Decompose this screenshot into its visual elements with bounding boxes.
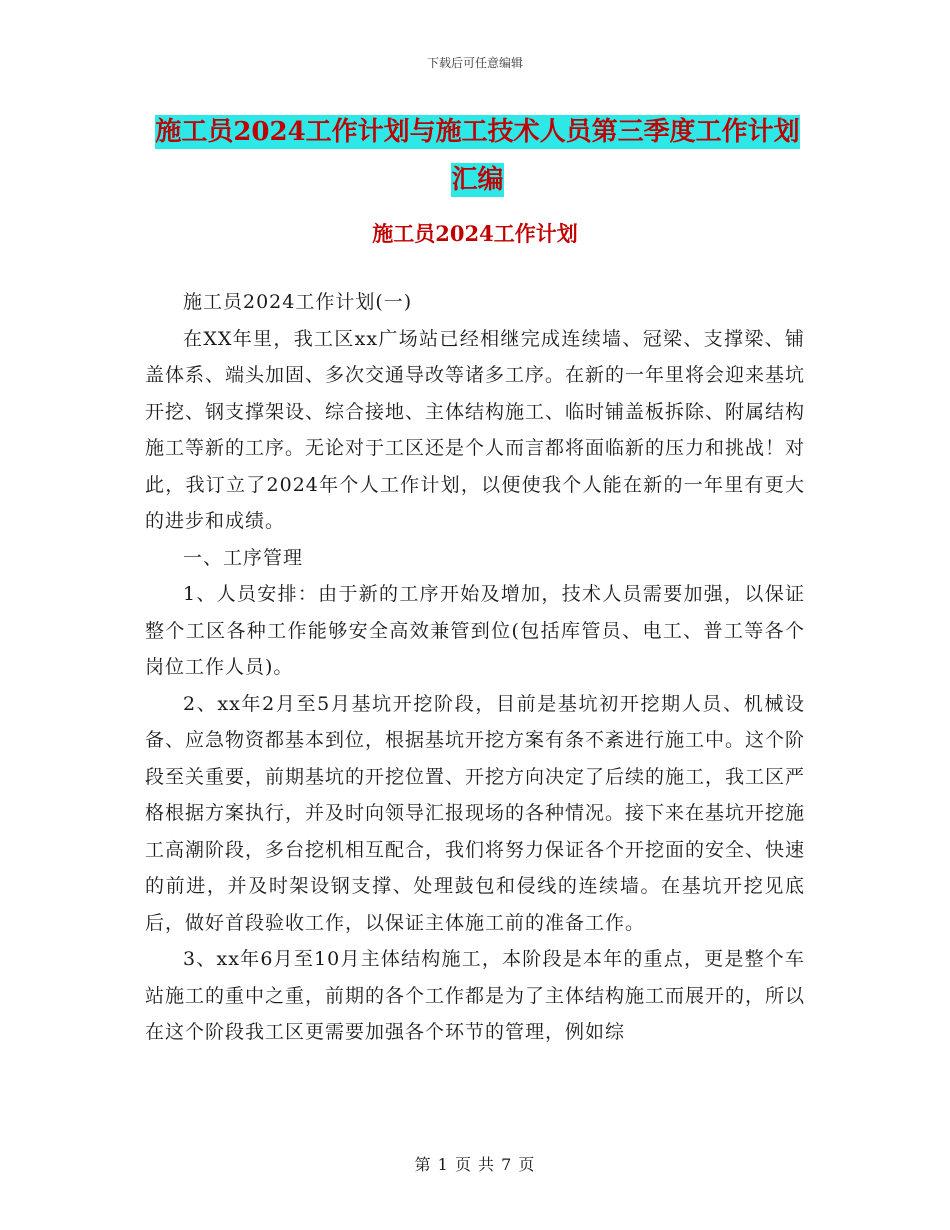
paragraph: 2、xx年2月至5月基坑开挖阶段，目前是基坑初开挖期人员、机械设备、应急物资都基本到位，根据基坑开挖方案有条不紊进行施工中。这个阶段至关重要，前期基坑的开挖位置、开挖方向决定了后续的施工，我工区严格根据方案执行，并及时向领导汇报现场的各种情况。接下来在基坑开挖施工高潮阶段，多台挖机相互配合，我们将努力保证各个开挖面的安全、快速的前进，并及时架设钢支撑、处理鼓包和侵线的连续墙。在基坑开挖见底后，做好首段验收工作，以保证主体施工前的准备工作。 [145,692,806,934]
document-title-text: 施工员2024工作计划与施工技术人员第三季度工作计划汇编 [155,117,800,195]
document-title [145,108,810,204]
page-number: 第 1 页 共 7 页 [414,1155,536,1174]
section-title: 施工员2024工作计划 [372,221,578,246]
paragraph: 1、人员安排：由于新的工序开始及增加，技术人员需要加强，以保证整个工区各种工作能够安全高效兼管到位(包括库管员、电工、普工等各个岗位工作人员)。 [145,583,805,678]
paragraph: 施工员2024工作计划(一) [183,291,413,313]
body-text [145,284,805,1051]
paragraph: 3、xx年6月至10月主体结构施工，本阶段是本年的重点，更是整个车站施工的重中之重，前期的各个工作都是为了主体结构施工而展开的，所以在这个阶段我工区更需要加强各个环节的管理，例如综 [145,948,806,1043]
header-note: 下载后可任意编辑 [426,56,523,70]
paragraph: 在XX年里，我工区xx广场站已经相继完成连续墙、冠梁、支撑梁、铺盖体系、端头加固、多次交通导改等诸多工序。在新的一年里将会迎来基坑开挖、钢支撑架设、综合接地、主体结构施工、临时铺盖板拆除、附属结构施工等新的工序。无论对于工区还是个人而言都将面临新的压力和挑战！对此，我订立了2024年个人工作计划，以便使我个人能在新的一年里有更大的进步和成绩。 [145,327,806,532]
paragraph: 一、工序管理 [183,546,304,569]
